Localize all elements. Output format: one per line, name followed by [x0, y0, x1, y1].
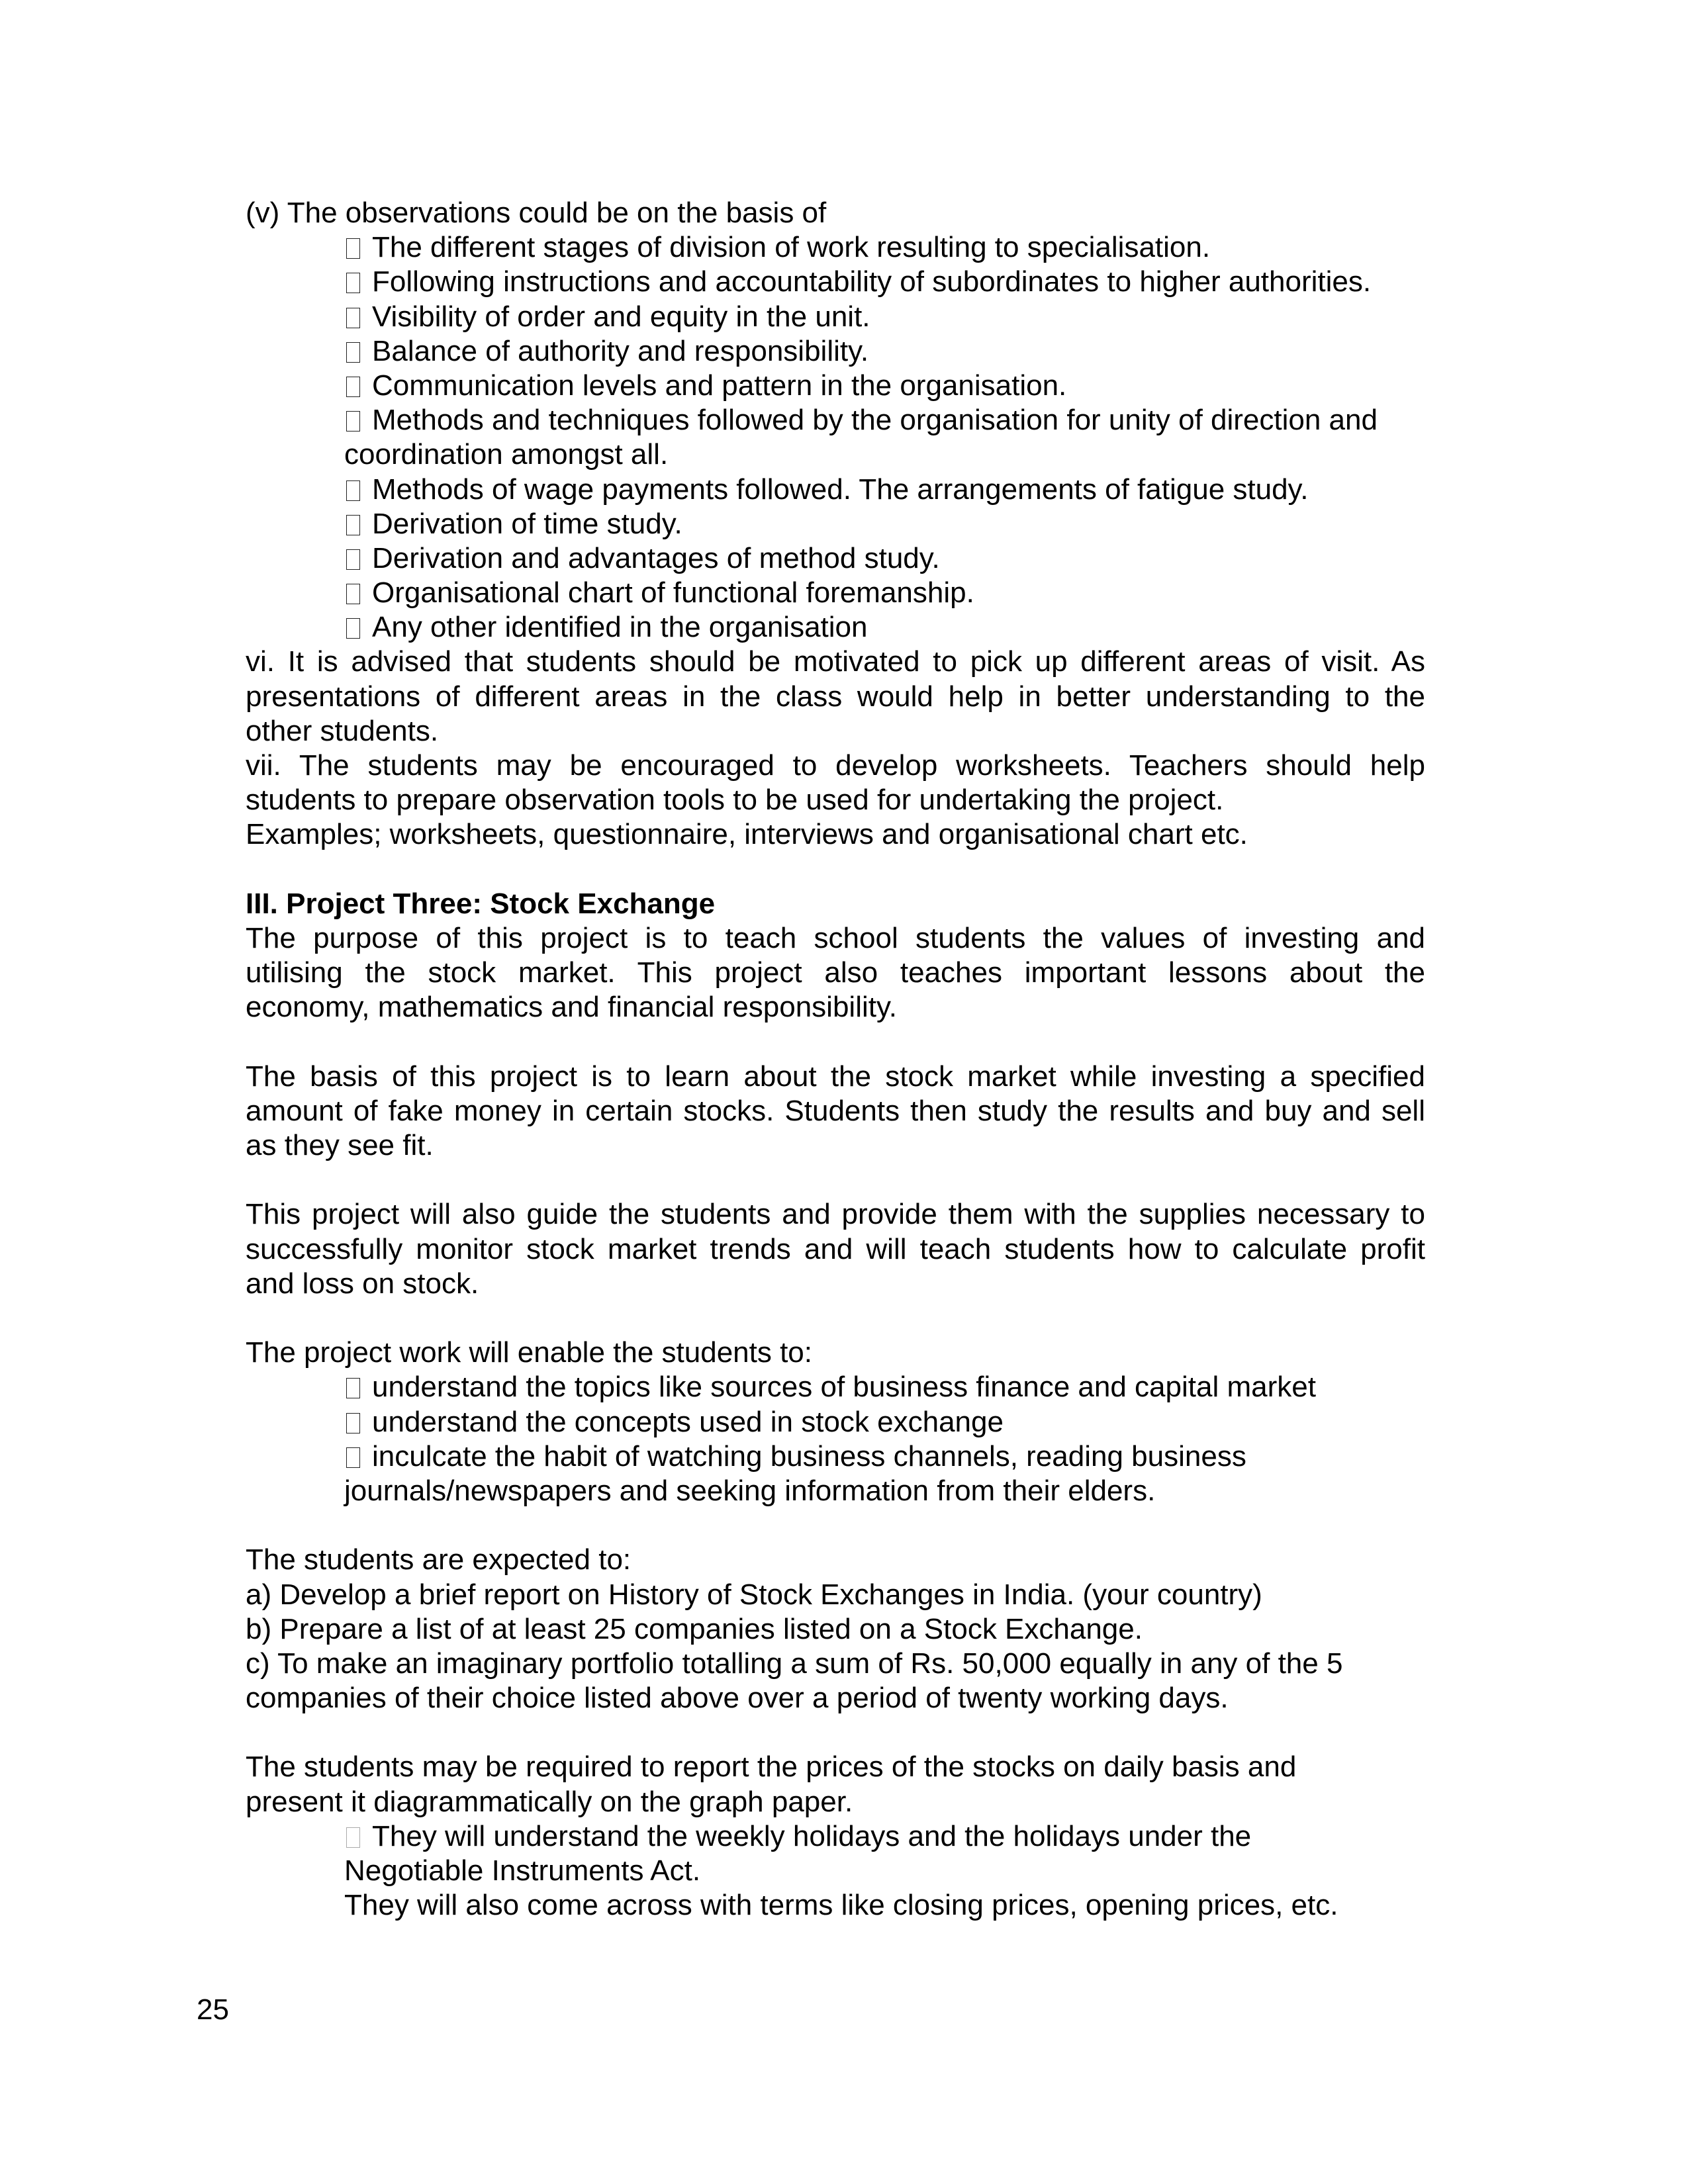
bullet-item: [246, 541, 1425, 576]
line-text: Methods and techniques followed by the organisation for unity of direction and: [372, 404, 1378, 437]
blank-line: [246, 1163, 1425, 1197]
line-text: as they see fit.: [246, 1129, 434, 1162]
text-line: [246, 645, 1425, 679]
blank-line: [246, 1508, 1425, 1543]
bullet-item: [246, 1370, 1425, 1404]
text-line: [246, 680, 1425, 714]
text-line: [246, 1474, 1425, 1508]
line-text: Derivation of time study.: [372, 507, 682, 540]
section-heading: [246, 887, 1425, 921]
text-line: [246, 1232, 1425, 1267]
bullet-item: [246, 230, 1425, 265]
bullet-item: [246, 507, 1425, 541]
bullet-box-icon: [346, 1827, 360, 1848]
text-line: [246, 1647, 1425, 1681]
line-text: present it diagrammatically on the graph paper.: [246, 1785, 853, 1818]
line-text: economy, mathematics and financial responsibility.: [246, 991, 897, 1024]
line-text: The basis of this project is to learn about the stock market while investing a specified: [246, 1060, 1425, 1093]
line-text: b) Prepare a list of at least 25 companies listed on a Stock Exchange.: [246, 1612, 1143, 1645]
line-text: Any other identified in the organisation: [372, 611, 868, 644]
bullet-box-icon: [346, 1413, 360, 1433]
text-line: [246, 817, 1425, 852]
text-line: [246, 1888, 1425, 1923]
bullet-box-icon: [346, 238, 360, 259]
bullet-item: [246, 1439, 1425, 1474]
line-text: other students.: [246, 714, 439, 747]
line-text: The different stages of division of work resulting to specialisation.: [372, 231, 1211, 264]
blank-line: [246, 852, 1425, 887]
text-line: [246, 1681, 1425, 1715]
line-text: Examples; worksheets, questionnaire, interviews and organisational chart etc.: [246, 818, 1248, 851]
blank-line: [246, 1301, 1425, 1336]
blank-line: [246, 1025, 1425, 1060]
text-line: [246, 437, 1425, 472]
bullet-item: [246, 403, 1425, 437]
line-text: vi. It is advised that students should be motivated to pick up different areas of visit. As: [246, 645, 1425, 678]
line-text: journals/newspapers and seeking information from their elders.: [344, 1474, 1156, 1507]
line-text: (v) The observations could be on the basis of: [246, 197, 827, 229]
bullet-box-icon: [346, 273, 360, 293]
line-text: inculcate the habit of watching business channels, reading business: [372, 1439, 1246, 1473]
line-text: They will also come across with terms like closing prices, opening prices, etc.: [344, 1889, 1338, 1922]
line-text: Derivation and advantages of method study.: [372, 541, 940, 574]
text-line: [246, 1785, 1425, 1819]
line-text: Organisational chart of functional foremanship.: [372, 576, 974, 610]
bullet-item: [246, 1405, 1425, 1439]
text-line: [246, 990, 1425, 1024]
bullet-box-icon: [346, 342, 360, 363]
line-text: companies of their choice listed above over a period of twenty working days.: [246, 1682, 1229, 1715]
text-line: [246, 921, 1425, 956]
bullet-box-icon: [346, 1447, 360, 1468]
bullet-item: [246, 334, 1425, 369]
bullet-item: [246, 610, 1425, 645]
bullet-box-icon: [346, 308, 360, 328]
line-text: students to prepare observation tools to be used for undertaking the project.: [246, 784, 1224, 817]
text-line: [246, 1612, 1425, 1647]
text-line: [246, 1543, 1425, 1577]
line-text: Methods of wage payments followed. The arrangements of fatigue study.: [372, 473, 1309, 506]
line-text: understand the concepts used in stock exchange: [372, 1405, 1004, 1438]
bullet-item: [246, 576, 1425, 610]
text-line: [246, 783, 1425, 817]
text-line: [246, 1750, 1425, 1784]
text-line: [246, 1336, 1425, 1370]
text-line: [246, 196, 1425, 230]
line-text: The students may be required to report the prices of the stocks on daily basis and: [246, 1751, 1297, 1784]
bullet-item: [246, 300, 1425, 334]
line-text: III. Project Three: Stock Exchange: [246, 887, 716, 920]
bullet-box-icon: [346, 1378, 360, 1398]
line-text: Balance of authority and responsibility.: [372, 334, 869, 367]
bullet-box-icon: [346, 549, 360, 570]
text-line: [246, 1128, 1425, 1163]
line-text: presentations of different areas in the class would help in better understanding to the: [246, 680, 1425, 713]
page-number: 25: [197, 1993, 229, 2026]
line-text: vii. The students may be encouraged to develop worksheets. Teachers should help: [246, 749, 1425, 782]
line-text: coordination amongst all.: [344, 438, 669, 471]
text-line: [246, 749, 1425, 783]
text-line: [246, 1060, 1425, 1094]
line-text: The purpose of this project is to teach school students the values of investing and: [246, 921, 1425, 954]
text-line: [246, 1854, 1425, 1888]
line-text: The students are expected to:: [246, 1543, 632, 1576]
bullet-box-icon: [346, 480, 360, 501]
line-text: c) To make an imaginary portfolio totalling a sum of Rs. 50,000 equally in any of the 5: [246, 1647, 1343, 1680]
line-text: successfully monitor stock market trends and will teach students how to calculate profit: [246, 1232, 1425, 1265]
bullet-item: [246, 265, 1425, 299]
line-text: a) Develop a brief report on History of Stock Exchanges in India. (your country): [246, 1578, 1262, 1611]
text-line: [246, 956, 1425, 990]
line-text: utilising the stock market. This project also teaches important lessons about the: [246, 956, 1425, 989]
line-text: and loss on stock.: [246, 1267, 479, 1300]
bullet-item: [246, 1819, 1425, 1854]
line-text: Following instructions and accountability of subordinates to higher authorities.: [372, 265, 1372, 298]
bullet-box-icon: [346, 618, 360, 639]
bullet-box-icon: [346, 377, 360, 397]
text-line: [246, 1094, 1425, 1128]
bullet-box-icon: [346, 584, 360, 604]
bullet-box-icon: [346, 515, 360, 535]
text-line: [246, 1267, 1425, 1301]
document-body: [246, 196, 1425, 1923]
bullet-box-icon: [346, 411, 360, 432]
bullet-item: [246, 473, 1425, 507]
line-text: Negotiable Instruments Act.: [344, 1854, 701, 1887]
blank-line: [246, 1715, 1425, 1750]
line-text: Communication levels and pattern in the organisation.: [372, 369, 1067, 402]
line-text: amount of fake money in certain stocks. Students then study the results and buy and sell: [246, 1094, 1425, 1127]
text-line: [246, 1197, 1425, 1232]
bullet-item: [246, 369, 1425, 403]
line-text: Visibility of order and equity in the unit.: [372, 300, 870, 333]
line-text: This project will also guide the students and provide them with the supplies necessary to: [246, 1198, 1425, 1231]
text-line: [246, 714, 1425, 749]
line-text: The project work will enable the students to:: [246, 1336, 813, 1369]
text-line: [246, 1578, 1425, 1612]
line-text: They will understand the weekly holidays and the holidays under the: [372, 1819, 1252, 1852]
line-text: understand the topics like sources of business finance and capital market: [372, 1371, 1316, 1404]
